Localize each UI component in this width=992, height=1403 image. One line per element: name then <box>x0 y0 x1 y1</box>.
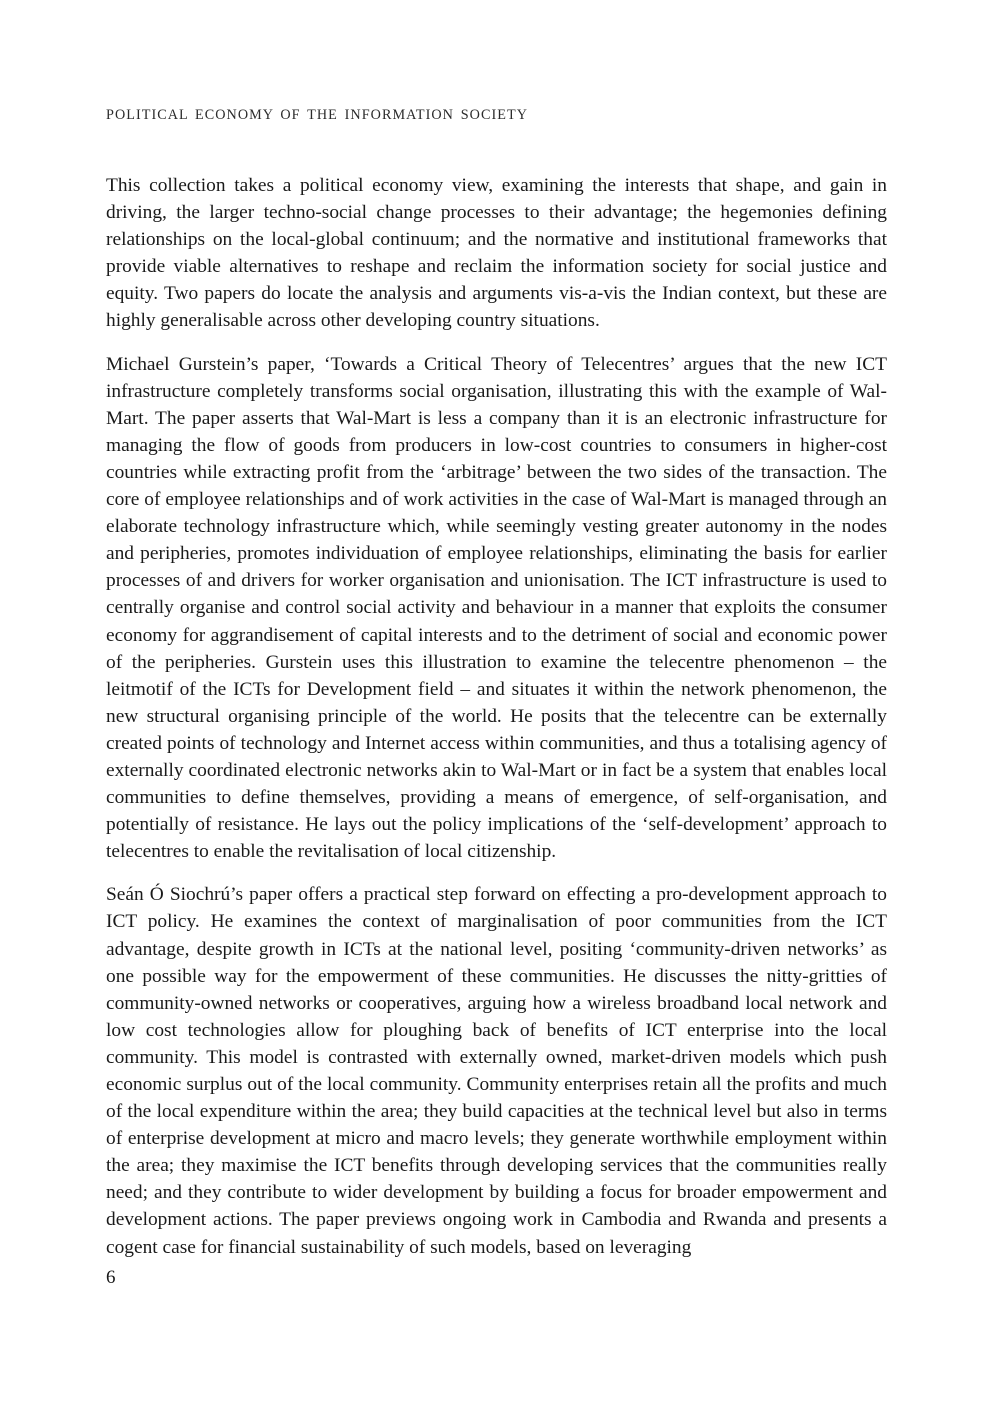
paragraph: Seán Ó Siochrú’s paper offers a practical step forward on effecting a pro-development approach to ICT policy. He examines the context of marginalisation of poor communities from the ICT advantage, despite growth in ICTs at the national level, positing ‘community-driven networks’ as one possible way for the empowerment of these communities. He discusses the nitty-gritties of community-owned networks or cooperatives, arguing how a wireless broadband local network and low cost technologies allow for ploughing back of benefits of ICT enterprise into the local community. This model is contrasted with externally owned, market-driven models which push economic surplus out of the local community. Community enterprises retain all the profits and much of the local expenditure within the area; they build capacities at the technical level but also in terms of enterprise development at micro and macro levels; they generate worthwhile employment within the area; they maximise the ICT benefits through developing services that the communities really need; and they contribute to wider development by building a focus for broader empowerment and development actions. The paper previews ongoing work in Cambodia and Rwanda and presents a cogent case for financial sustainability of such models, based on leveraging <box>106 884 887 1258</box>
paragraph: This collection takes a political economy view, examining the interests that shape, and gain in driving, the larger techno-social change processes to their advantage; the hegemonies defining relationships on the local-global continuum; and the normative and institutional frameworks that provide viable alternatives to reshape and reclaim the information society for social justice and equity. Two papers do locate the analysis and arguments vis-a-vis the Indian context, but these are highly generalisable across other developing country situations. <box>106 175 887 332</box>
running-head: POLITICAL ECONOMY OF THE INFORMATION SOCIETY <box>106 107 528 123</box>
paragraph: Michael Gurstein’s paper, ‘Towards a Critical Theory of Telecentres’ argues that the new ICT infrastructure completely transforms social organisation, illustrating this with the example of Wal-Mart. The paper asserts that Wal-Mart is less a company than it is an electronic infrastructure for managing the flow of goods from producers in low-cost countries to consumers in higher-cost countries while extracting profit from the ‘arbitrage’ between the two sides of the transaction. The core of employee relationships and of work activities in the case of Wal-Mart is managed through an elaborate technology infrastructure which, while seemingly vesting greater autonomy in the nodes and peripheries, promotes individuation of employee relationships, eliminating the basis for earlier processes of and drivers for worker organisation and unionisation. The ICT infrastructure is used to centrally organise and control social activity and behaviour in a manner that exploits the consumer economy for aggrandisement of capital interests and to the detriment of social and economic power of the peripheries. Gurstein uses this illustration to examine the telecentre phenomenon – the leitmotif of the ICTs for Development field – and situates it within the network phenomenon, the new structural organising principle of the world. He posits that the telecentre can be externally created points of technology and Internet access within communities, and thus a totalising agency of externally coordinated electronic networks akin to Wal-Mart or in fact be a system that enables local communities to define themselves, providing a means of emergence, of self-organisation, and potentially of resistance. He lays out the policy implications of the ‘self-development’ approach to telecentres to enable the revitalisation of local citizenship. <box>106 353 887 863</box>
body-text <box>106 172 887 1261</box>
page-number: 6 <box>106 1267 116 1288</box>
